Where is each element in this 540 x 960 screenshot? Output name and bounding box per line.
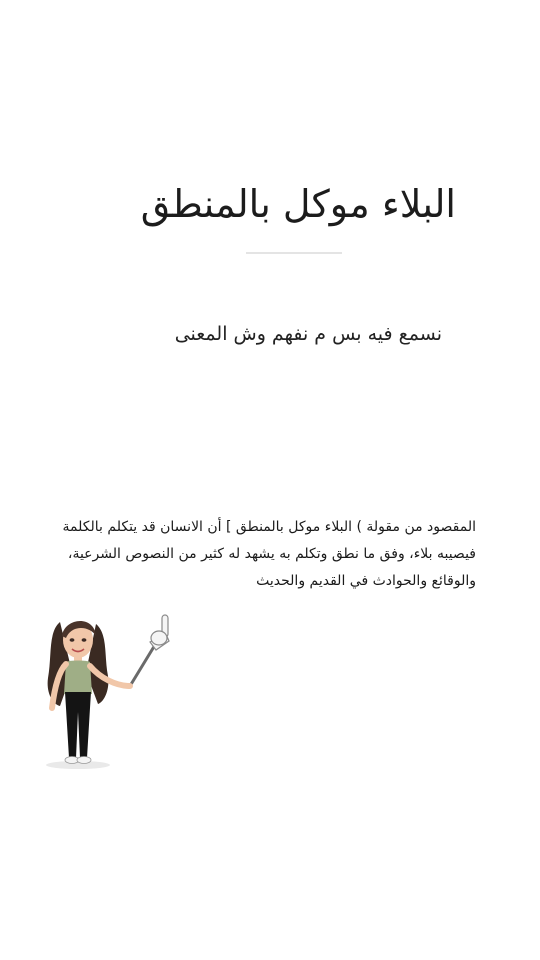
explanation-line-3: والوقائع والحوادث في القديم والحديث [256, 573, 476, 589]
pointing-girl-avatar-icon [38, 612, 178, 772]
page-title: البلاء موكل بالمنطق [140, 182, 456, 226]
explanation-text [64, 514, 476, 595]
explanation-line-2: فيصيبه بلاء، وفق ما نطق وتكلم به يشهد له كثير من النصوص الشرعية، [67, 546, 476, 562]
explanation-line-1: المقصود من مقولة ) البلاء موكل بالمنطق ] أن الانسان قد يتكلم بالكلمة [62, 519, 476, 535]
title-divider [246, 252, 342, 254]
subtitle: نسمع فيه بس م نفهم وش المعنى [174, 323, 442, 345]
